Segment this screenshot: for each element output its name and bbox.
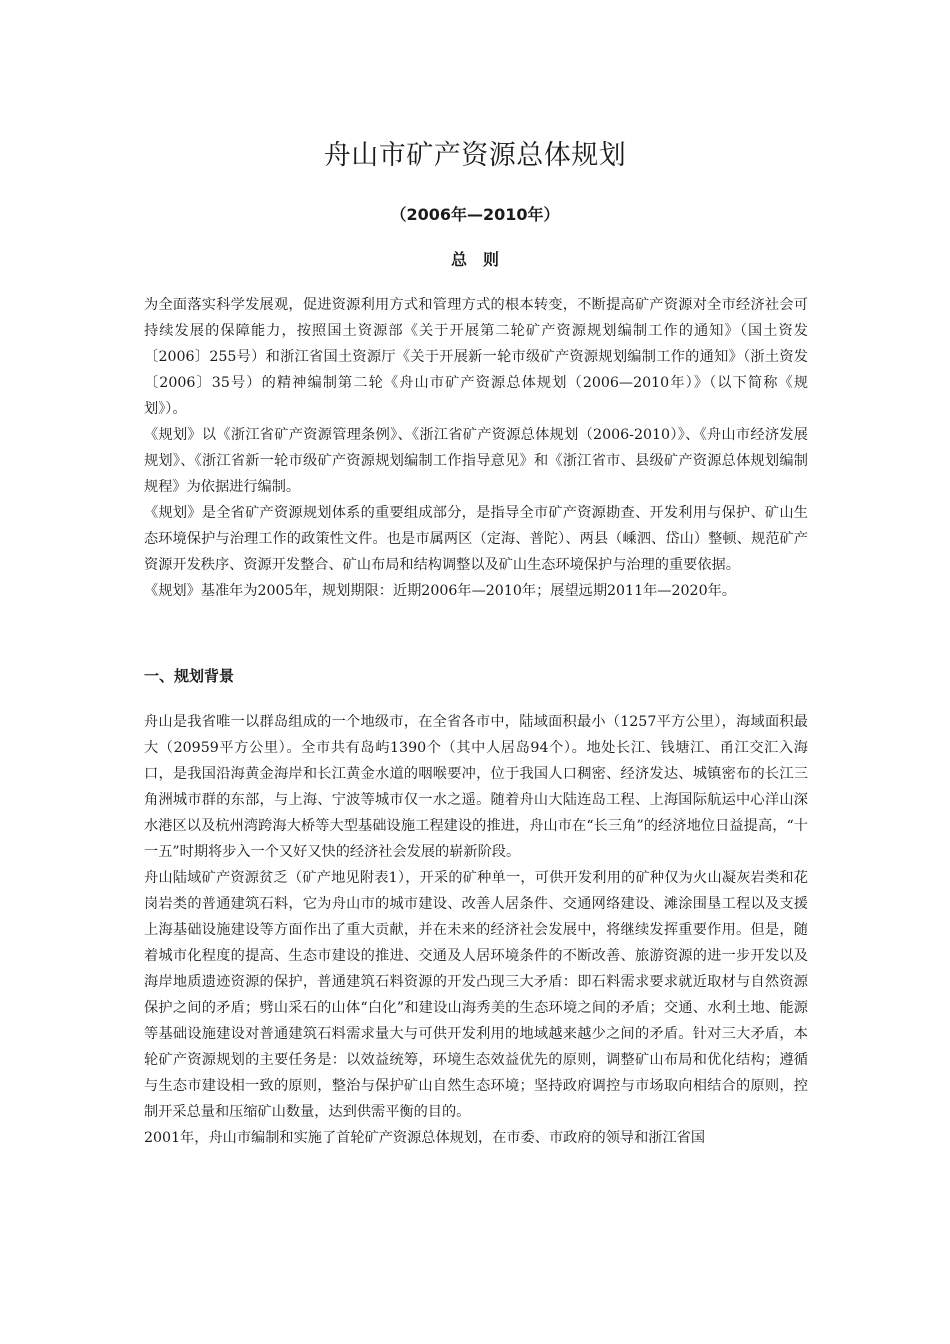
document-title: 舟山市矿产资源总体规划 <box>323 140 627 171</box>
paragraph: 《规划》是全省矿产资源规划体系的重要组成部分，是指导全市矿产资源勘查、开发利用与保护、矿山生态环境保护与治理工作的政策性文件。也是市属两区（定海、普陀）、两县（嵊泗、岱山）整顿、规范矿产资源开发秩序、资源开发整合、矿山布局和结构调整以及矿山生态环境保护与治理的重要依据。 <box>144 505 808 573</box>
background-section <box>144 709 808 1151</box>
paragraph: 《规划》基准年为2005年，规划期限：近期2006年—2010年；展望远期2011年—2020年。 <box>144 583 736 599</box>
chapter-heading: 一、规划背景 <box>144 667 235 685</box>
paragraph: 《规划》以《浙江省矿产资源管理条例》、《浙江省矿产资源总体规划（2006-2010）》、《舟山市经济发展规划》、《浙江省新一轮市级矿产资源规划编制工作指导意见》和《浙江省市、县级矿产资源总体规划编制规程》为依据进行编制。 <box>144 427 808 495</box>
paragraph: 舟山是我省唯一以群岛组成的一个地级市，在全省各市中，陆域面积最小（1257平方公里），海域面积最大（20959平方公里）。全市共有岛屿1390个（其中人居岛94个）。地处长江、钱塘江、甬江交汇入海口，是我国沿海黄金海岸和长江黄金水道的咽喉要冲，位于我国人口稠密、经济发达、城镇密布的长江三角洲城市群的东部，与上海、宁波等城市仅一水之遥。随着舟山大陆连岛工程、上海国际航运中心洋山深水港区以及杭州湾跨海大桥等大型基础设施工程建设的推进，舟山市在“长三角”的经济地位日益提高，“十一五”时期将步入一个又好又快的经济社会发展的崭新阶段。 <box>144 714 808 860</box>
paragraph: 舟山陆域矿产资源贫乏（矿产地见附表1），开采的矿种单一，可供开发利用的矿种仅为火山凝灰岩类和花岗岩类的普通建筑石料，它为舟山市的城市建设、改善人居条件、交通网络建设、滩涂围垦工程以及支援上海基础设施建设等方面作出了重大贡献，并在未来的经济社会发展中，将继续发挥重要作用。但是，随着城市化程度的提高、生态市建设的推进、交通及人居环境条件的不断改善、旅游资源的进一步开发以及海岸地质遗迹资源的保护，普通建筑石料资源的开发凸现三大矛盾：即石料需求要求就近取材与自然资源保护之间的矛盾；劈山采石的山体“白化”和建设山海秀美的生态环境之间的矛盾；交通、水利土地、能源等基础设施建设对普通建筑石料需求量大与可供开发利用的地域越来越少之间的矛盾。针对三大矛盾，本轮矿产资源规划的主要任务是：以效益统筹，环境生态效益优先的原则，调整矿山布局和优化结构；遵循与生态市建设相一致的原则，整治与保护矿山自然生态环境；坚持政府调控与市场取向相结合的原则，控制开采总量和压缩矿山数量，达到供需平衡的目的。 <box>144 870 808 1120</box>
general-heading: 总 则 <box>450 250 499 269</box>
paragraph: 2001年，舟山市编制和实施了首轮矿产资源总体规划，在市委、市政府的领导和浙江省国 <box>144 1130 706 1146</box>
document-subtitle: （2006年—2010年） <box>390 205 560 224</box>
paragraph: 为全面落实科学发展观，促进资源利用方式和管理方式的根本转变，不断提高矿产资源对全市经济社会可持续发展的保障能力，按照国土资源部《关于开展第二轮矿产资源规划编制工作的通知》（国土资发〔2006〕255号）和浙江省国土资源厅《关于开展新一轮市级矿产资源规划编制工作的通知》（浙土资发〔2006〕35号）的精神编制第二轮《舟山市矿产资源总体规划（2006—2010年）》（以下简称《规划》）。 <box>144 297 808 417</box>
general-section <box>144 292 808 604</box>
